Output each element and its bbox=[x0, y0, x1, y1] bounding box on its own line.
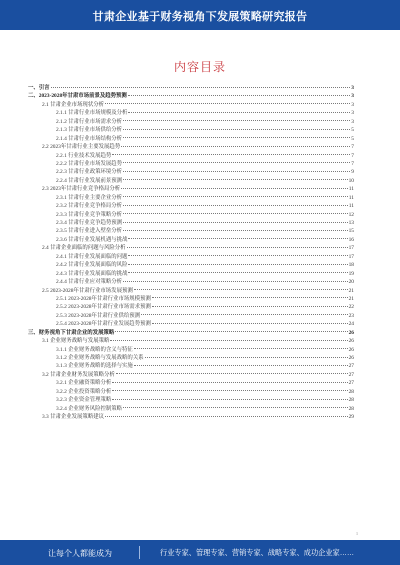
toc-entry[interactable] bbox=[28, 152, 354, 160]
toc-entry-label: 3.3 甘肃企业发展策略建议 bbox=[42, 414, 104, 421]
toc-entry-label: 3.1.2 企业财务战略与发展战略的关系 bbox=[56, 355, 144, 361]
toc-entry-page: 17 bbox=[348, 253, 354, 260]
toc-leader-dots bbox=[105, 416, 348, 417]
toc-entry[interactable] bbox=[28, 253, 354, 261]
toc-entry[interactable] bbox=[28, 135, 354, 143]
toc-entry-label: 3.2.3 企业资金管理策略 bbox=[56, 397, 112, 404]
toc-entry-label: 2.5.2 2023-2028年甘肃行业市场需求预测 bbox=[56, 304, 151, 311]
toc-entry[interactable] bbox=[28, 261, 354, 269]
toc-leader-dots bbox=[112, 390, 347, 391]
toc-leader-dots bbox=[141, 314, 348, 315]
toc-entry-label: 2.4.1 甘肃行业发展面临的问题 bbox=[56, 253, 128, 260]
toc-entry-page: 23 bbox=[348, 312, 354, 319]
toc-entry[interactable] bbox=[28, 84, 354, 92]
toc-entry-page: 26 bbox=[348, 346, 354, 353]
toc-entry-page: 11 bbox=[348, 194, 354, 201]
toc-entry-page: 5 bbox=[351, 135, 354, 142]
footer-divider bbox=[139, 546, 140, 559]
toc-entry-page: 3 bbox=[351, 93, 354, 100]
toc-leader-dots bbox=[112, 399, 347, 400]
toc-leader-dots bbox=[128, 264, 347, 265]
toc-entry-page: 21 bbox=[348, 295, 354, 302]
toc-entry[interactable] bbox=[28, 118, 354, 126]
toc-entry-label: 2.4 甘肃企业面临的问题与风险分析 bbox=[42, 245, 126, 252]
toc-leader-dots bbox=[123, 196, 348, 197]
toc-entry[interactable] bbox=[28, 320, 354, 328]
toc-leader-dots bbox=[134, 365, 348, 366]
toc-entry-page: 10 bbox=[348, 177, 354, 184]
toc-entry-label: 2.2.3 甘肃行业政策环境分析 bbox=[56, 169, 123, 176]
toc-leader-dots bbox=[112, 154, 350, 155]
toc-entry-page: 19 bbox=[348, 270, 354, 277]
toc-entry-page: 27 bbox=[348, 371, 354, 378]
toc-entry-page: 13 bbox=[348, 220, 354, 226]
toc-entry-label: 2.2 2023年甘肃行业主要发展趋势 bbox=[42, 144, 121, 151]
toc-entry[interactable] bbox=[28, 354, 354, 362]
toc-entry-label: 3.1.3 企业财务战略的选择与实施 bbox=[56, 363, 133, 370]
toc-entry[interactable] bbox=[28, 270, 354, 278]
toc-entry-label: 2.3.5 甘肃行业进入壁垒分析 bbox=[56, 228, 123, 235]
toc-entry-label: 2.1.3 甘肃行业市场供给分析 bbox=[56, 127, 123, 134]
toc-leader-dots bbox=[123, 120, 350, 121]
toc-entry-label: 2.1.1 甘肃行业市场规模及分析 bbox=[56, 110, 128, 117]
toc-entry-page: 18 bbox=[348, 262, 354, 269]
toc-entry-page: 28 bbox=[348, 405, 354, 412]
toc-entry[interactable] bbox=[28, 194, 354, 202]
toc-entry[interactable] bbox=[28, 396, 354, 404]
toc-entry-page: 26 bbox=[348, 329, 354, 336]
toc-leader-dots bbox=[152, 306, 348, 307]
toc-entry[interactable] bbox=[28, 227, 354, 235]
toc-entry[interactable] bbox=[28, 287, 354, 295]
toc-entry-page: 3 bbox=[351, 85, 354, 91]
toc-entry[interactable] bbox=[28, 278, 354, 286]
toc-entry[interactable] bbox=[28, 405, 354, 413]
toc-entry[interactable] bbox=[28, 126, 354, 134]
page-header bbox=[0, 0, 400, 30]
toc-entry-label: 2.3.4 甘肃行业竞争趋势预测 bbox=[56, 220, 123, 226]
toc-leader-dots bbox=[121, 188, 348, 189]
toc-entry-page: 22 bbox=[348, 304, 354, 311]
toc-leader-dots bbox=[112, 382, 347, 383]
toc-entry[interactable] bbox=[28, 388, 354, 396]
toc-entry-label: 2.1 甘肃企业市场现状分析 bbox=[42, 101, 104, 108]
toc-leader-dots bbox=[116, 373, 348, 374]
toc-entry-label: 2.5.1 2023-2028年甘肃行业市场规模预测 bbox=[56, 295, 151, 302]
toc-leader-dots bbox=[123, 230, 348, 231]
toc-entry-page: 26 bbox=[348, 338, 354, 345]
toc-entry-page: 29 bbox=[348, 414, 354, 421]
toc-entry-page: 3 bbox=[351, 118, 354, 125]
toc-entry-label: 三、财务视角下甘肃企业的发展策略 bbox=[28, 329, 115, 336]
toc-entry[interactable] bbox=[28, 295, 354, 303]
toc-leader-dots bbox=[128, 95, 350, 96]
toc-entry-label: 3.1 企业财务战略与发展策略 bbox=[42, 338, 110, 345]
toc-entry[interactable] bbox=[28, 244, 354, 252]
toc-entry-page: 7 bbox=[351, 160, 354, 167]
toc-entry[interactable] bbox=[28, 219, 354, 227]
toc-entry-label: 2.4.3 甘肃行业发展面临的挑战 bbox=[56, 270, 128, 277]
toc-leader-dots bbox=[123, 137, 350, 138]
toc-entry[interactable] bbox=[28, 303, 354, 311]
toc-entry-page: 16 bbox=[348, 236, 354, 243]
toc-entry-page: 3 bbox=[351, 101, 354, 108]
toc-leader-dots bbox=[110, 340, 347, 341]
toc-entry[interactable] bbox=[28, 337, 354, 345]
table-of-contents bbox=[28, 84, 354, 422]
toc-entry[interactable] bbox=[28, 143, 354, 151]
toc-leader-dots bbox=[123, 213, 348, 214]
footer-slogan: 让每个人都能成为 bbox=[48, 549, 112, 558]
toc-entry-page: 15 bbox=[348, 228, 354, 235]
toc-entry-label: 一、引言 bbox=[28, 85, 50, 91]
toc-entry-label: 2.3.6 甘肃行业发展机遇与挑战 bbox=[56, 236, 128, 243]
toc-heading: 内容目录 bbox=[173, 60, 226, 74]
toc-entry[interactable] bbox=[28, 202, 354, 210]
toc-entry-page: 9 bbox=[351, 169, 354, 176]
toc-entry[interactable] bbox=[28, 185, 354, 193]
toc-entry[interactable] bbox=[28, 379, 354, 387]
toc-leader-dots bbox=[145, 357, 348, 358]
toc-entry-label: 2.1.4 甘肃行业市场结构分析 bbox=[56, 135, 123, 142]
toc-entry[interactable] bbox=[28, 413, 354, 421]
toc-leader-dots bbox=[123, 179, 348, 180]
toc-entry[interactable] bbox=[28, 236, 354, 244]
toc-entry[interactable] bbox=[28, 329, 354, 337]
toc-leader-dots bbox=[123, 222, 348, 223]
toc-leader-dots bbox=[127, 247, 348, 248]
toc-entry-page: 28 bbox=[348, 397, 354, 404]
toc-entry-page: 24 bbox=[348, 321, 354, 328]
toc-entry-label: 2.2.4 甘肃行业发展前景预测 bbox=[56, 177, 123, 184]
toc-leader-dots bbox=[51, 87, 351, 88]
footer-tagline: 行业专家、管理专家、营销专家、战略专家、成功企业家…… bbox=[160, 548, 355, 557]
toc-entry-page: 27 bbox=[348, 363, 354, 370]
toc-leader-dots bbox=[134, 289, 348, 290]
toc-entry-label: 3.2.2 企业投资策略分析 bbox=[56, 388, 112, 395]
toc-entry-label: 2.3.2 甘肃行业竞争格局分析 bbox=[56, 203, 123, 210]
toc-leader-dots bbox=[123, 407, 348, 408]
toc-leader-dots bbox=[121, 146, 350, 147]
toc-entry[interactable] bbox=[28, 168, 354, 176]
toc-leader-dots bbox=[128, 238, 347, 239]
toc-leader-dots bbox=[123, 129, 350, 130]
toc-entry[interactable] bbox=[28, 160, 354, 168]
toc-leader-dots bbox=[134, 348, 348, 349]
toc-leader-dots bbox=[128, 112, 350, 113]
toc-leader-dots bbox=[128, 255, 347, 256]
toc-entry-label: 3.2.4 企业财务风险控制策略 bbox=[56, 405, 123, 412]
document-title: 甘肃企业基于财务视角下发展策略研究报告 bbox=[92, 11, 308, 23]
toc-entry-page: 11 bbox=[348, 186, 354, 193]
toc-entry[interactable] bbox=[28, 109, 354, 117]
toc-entry-label: 2.2.2 甘肃行业市场发展趋势 bbox=[56, 160, 123, 167]
toc-leader-dots bbox=[105, 103, 350, 104]
toc-entry[interactable] bbox=[28, 312, 354, 320]
toc-entry-label: 2.5.3 2023-2028年甘肃行业供给预测 bbox=[56, 312, 141, 319]
toc-entry-page: 21 bbox=[348, 287, 354, 294]
toc-entry-label: 2.4.2 甘肃行业发展面临的风险 bbox=[56, 262, 128, 269]
toc-leader-dots bbox=[115, 331, 347, 332]
toc-entry[interactable] bbox=[28, 92, 354, 100]
toc-entry-page: 11 bbox=[348, 203, 354, 210]
toc-entry-label: 二、2023-2028年甘肃市场前景及趋势预测 bbox=[28, 93, 127, 100]
toc-entry-page: 20 bbox=[348, 279, 354, 286]
toc-entry-label: 3.1.1 企业财务战略的含义与特征 bbox=[56, 346, 133, 353]
toc-entry-label: 2.2.1 行业技术发展趋势 bbox=[56, 152, 112, 159]
toc-entry-page: 12 bbox=[348, 211, 354, 218]
toc-entry[interactable] bbox=[28, 346, 354, 354]
toc-entry-label: 2.3 2023年甘肃行业竞争格局分析 bbox=[42, 186, 121, 193]
toc-entry-label: 3.2.1 企业融资策略分析 bbox=[56, 380, 112, 387]
toc-leader-dots bbox=[123, 162, 350, 163]
toc-entry-label: 2.1.2 甘肃行业市场需求分析 bbox=[56, 118, 123, 125]
toc-entry-label: 2.4.4 甘肃行业应对策略分析 bbox=[56, 279, 123, 286]
toc-entry[interactable] bbox=[28, 371, 354, 379]
page-footer bbox=[0, 540, 400, 565]
toc-entry-label: 2.5 2023-2028年甘肃行业市场发展预测 bbox=[42, 287, 133, 294]
toc-entry-page: 28 bbox=[348, 388, 354, 395]
toc-entry-page: 3 bbox=[351, 110, 354, 117]
toc-entry-page: 5 bbox=[351, 127, 354, 134]
toc-entry-page: 7 bbox=[351, 144, 354, 151]
toc-entry[interactable] bbox=[28, 211, 354, 219]
page-number: 1 bbox=[356, 531, 358, 536]
toc-leader-dots bbox=[123, 205, 348, 206]
toc-entry-page: 27 bbox=[348, 380, 354, 387]
toc-leader-dots bbox=[152, 297, 348, 298]
toc-entry[interactable] bbox=[28, 362, 354, 370]
toc-entry-page: 7 bbox=[351, 152, 354, 159]
toc-entry-label: 2.3.3 甘肃行业竞争策略分析 bbox=[56, 211, 123, 218]
toc-entry-label: 2.3.1 甘肃行业主要企业分析 bbox=[56, 194, 123, 201]
toc-leader-dots bbox=[123, 281, 348, 282]
toc-leader-dots bbox=[128, 272, 347, 273]
toc-leader-dots bbox=[123, 171, 350, 172]
toc-entry[interactable] bbox=[28, 101, 354, 109]
toc-leader-dots bbox=[152, 323, 348, 324]
toc-entry-label: 3.2 甘肃企业财务发展策略分析 bbox=[42, 371, 115, 378]
toc-entry-page: 17 bbox=[348, 245, 354, 252]
toc-entry-page: 26 bbox=[348, 355, 354, 361]
toc-entry[interactable] bbox=[28, 177, 354, 185]
toc-entry-label: 2.5.4 2023-2028年甘肃行业发展趋势预测 bbox=[56, 321, 151, 328]
